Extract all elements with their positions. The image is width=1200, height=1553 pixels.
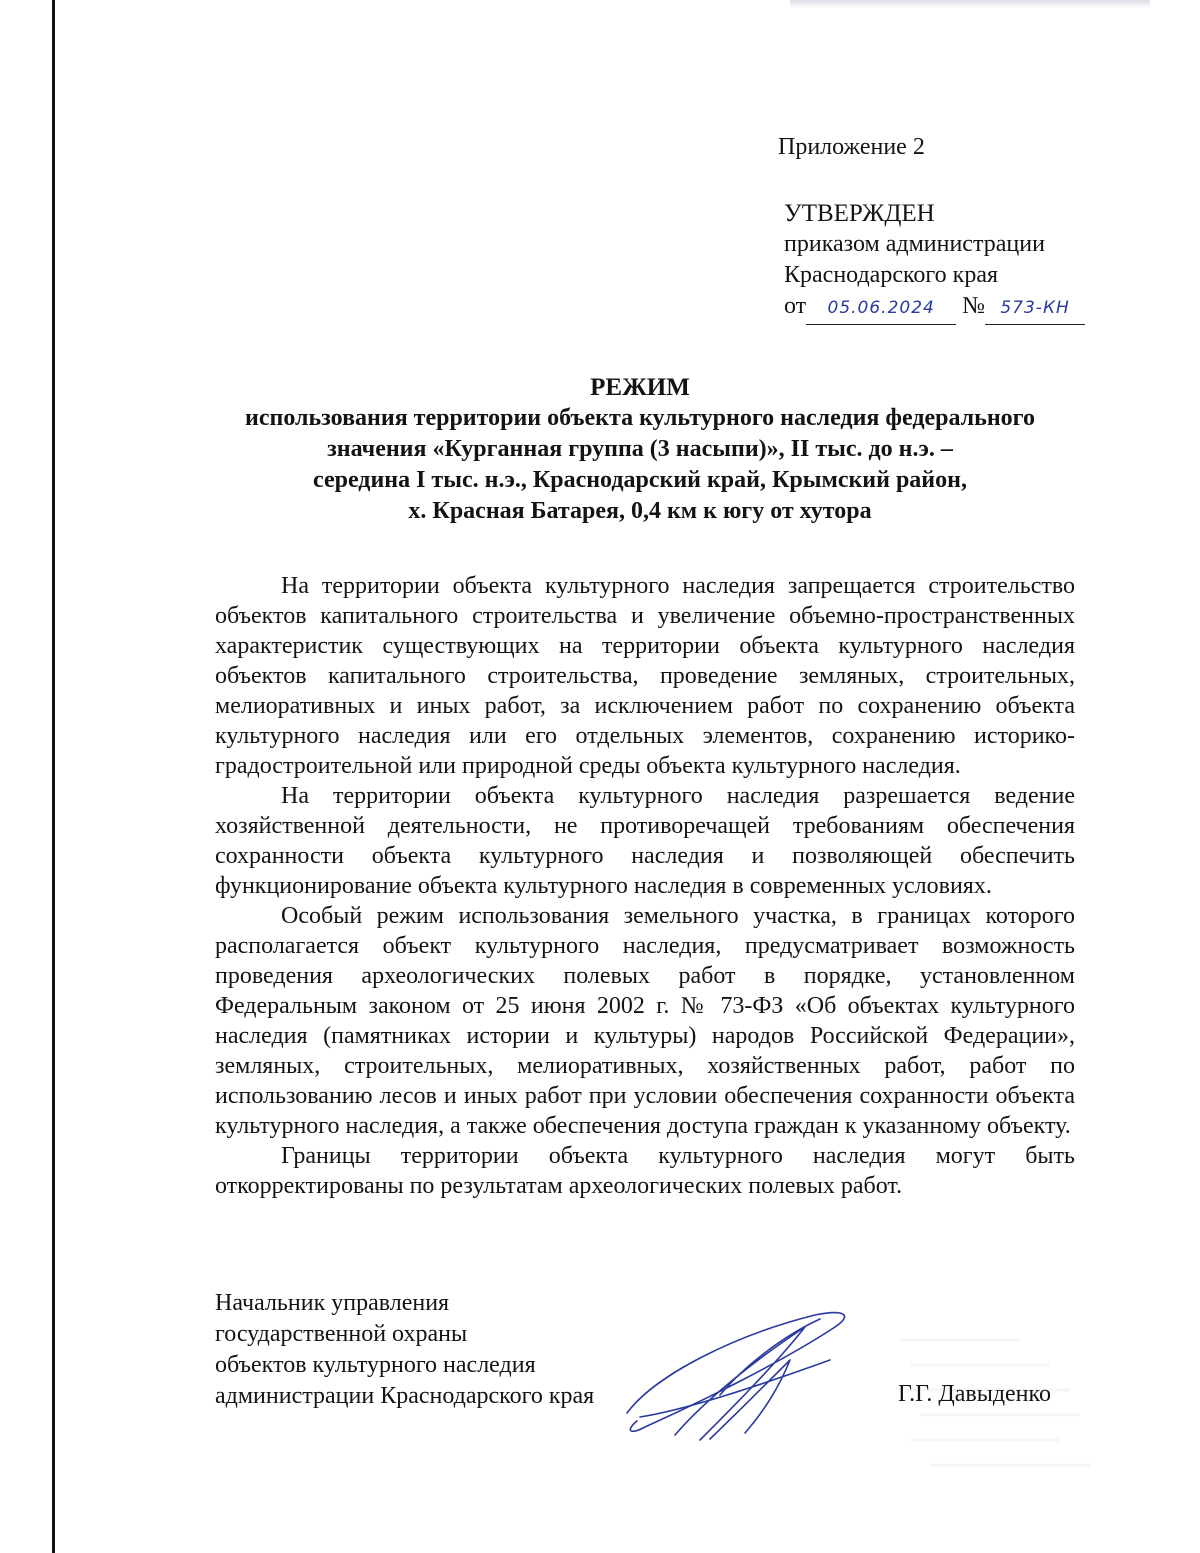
paragraph-2: На территории объекта культурного наследия разрешается ведение хозяйственной деятельности, не противоречащей требованиям обеспечения сохранности объекта культурного наследия и позволяющей обеспечить функционирование объекта культурного наследия в современных условиях. — [215, 783, 1075, 899]
paragraph-3: Особый режим использования земельного участка, в границах которого располагается объект культурного наследия, предусматривает возможность проведения археологических полевых работ в порядке, установленном Федеральным законом от 25 июня 2002 г. № 73-ФЗ «Об объектах культурного наследия (памятниках истории и культуры) народов Российской Федерации», земляных, строительных, мелиоративных, хозяйственных работ, работ по использованию лесов и иных работ при условии обеспечения сохранности объекта культурного наследия, а также обеспечения доступа граждан к указанному объекту. — [215, 903, 1075, 1139]
number-label: № — [962, 293, 986, 319]
paragraph-4: Границы территории объекта культурного наследия могут быть откорректированы по результатам археологических полевых работ. — [215, 1143, 1075, 1199]
position-line-2: государственной охраны — [215, 1321, 468, 1347]
signer-name: Г.Г. Давыденко — [898, 1381, 1051, 1407]
document-title — [200, 372, 1080, 527]
title-line-1: использования территории объекта культурного наследия федерального — [245, 405, 1035, 431]
document-body — [215, 571, 1075, 1201]
page-left-border — [52, 0, 55, 1553]
from-label: от — [784, 293, 807, 319]
position-line-1: Начальник управления — [215, 1290, 450, 1316]
title-line-4: х. Красная Батарея, 0,4 км к югу от хутора — [408, 498, 872, 524]
title-line-3: середина I тыс. н.э., Краснодарский край, Крымский район, — [313, 467, 967, 493]
approval-line-1: приказом администрации — [784, 231, 1045, 257]
appendix-label: Приложение 2 — [778, 134, 925, 160]
approval-line-2: Краснодарского края — [784, 262, 999, 288]
title-heading: РЕЖИМ — [590, 374, 690, 401]
approval-date-line — [784, 291, 1085, 325]
paragraph-1: На территории объекта культурного наследия запрещается строительство объектов капитального строительства и увеличение объемно-пространственных характеристик существующих на территории объекта культурного наследия объектов капитального строительства, проведение земляных, строительных, мелиоративных и иных работ, за исключением работ по сохранению объекта культурного наследия или его отдельных элементов, сохранению историко-градостроительной или природной среды объекта культурного наследия. — [215, 573, 1075, 779]
signer-position — [215, 1288, 594, 1412]
approval-block — [784, 198, 1085, 325]
approval-number: 573-КН — [985, 293, 1085, 325]
faint-stamp-mark — [880, 1320, 1110, 1500]
handwritten-signature — [615, 1305, 855, 1445]
approval-date: 05.06.2024 — [806, 293, 956, 325]
position-line-4: администрации Краснодарского края — [215, 1383, 595, 1409]
scan-smudge — [790, 0, 1150, 8]
position-line-3: объектов культурного наследия — [215, 1352, 536, 1378]
title-line-2: значения «Курганная группа (3 насыпи)», II тыс. до н.э. – — [327, 436, 953, 462]
approved-label: УТВЕРЖДЕН — [784, 200, 935, 227]
